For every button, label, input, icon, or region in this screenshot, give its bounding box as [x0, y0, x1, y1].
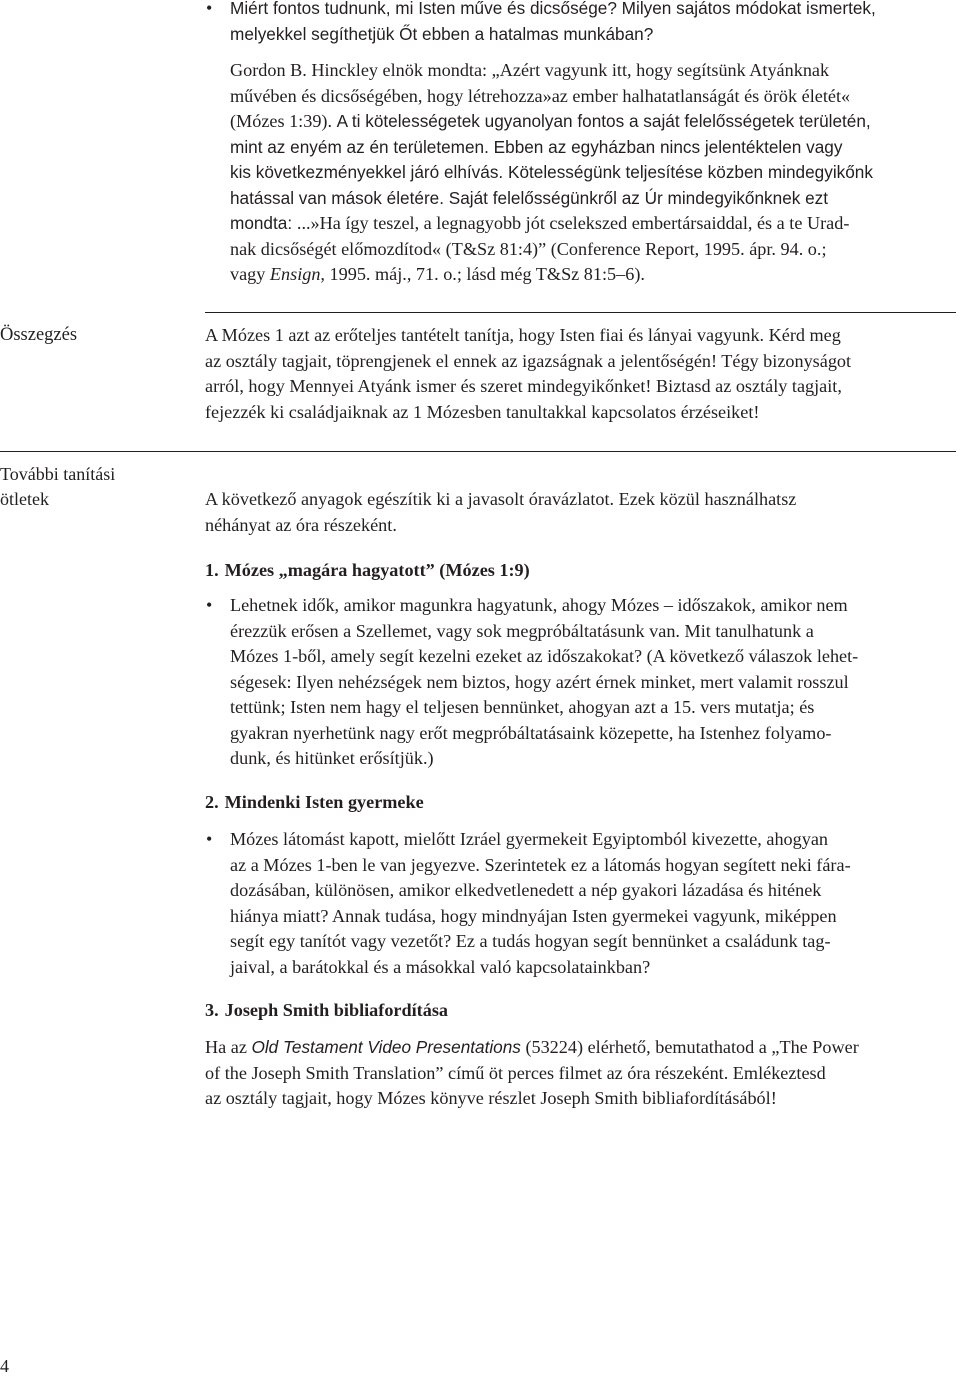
section-1-heading: [205, 558, 530, 583]
section-title: Mózes „magára hagyatott” (Mózes 1:9): [224, 560, 530, 580]
bullet-icon: •: [206, 829, 213, 849]
quote-line: művében és dicsőségében, hogy létrehozza»az ember halhatatlanságát és örök életét«: [230, 85, 851, 106]
paragraph-line: ségesek: Ilyen nehézségek nem biztos, hogy azért érnek minket, mert valamit rosszul: [230, 671, 849, 692]
video-title-italic: Old Testament Video Presentations: [251, 1037, 521, 1057]
summary-line: arról, hogy Mennyei Atyánk ismer és szeret mindegyikőnket! Biztasd az osztály tagjait,: [205, 376, 842, 396]
paragraph-line: Mózes látomást kapott, mielőtt Izráel gyermekeit Egyiptomból kivezette, ahogyan: [230, 829, 828, 849]
section-number: 1.: [205, 560, 219, 580]
section-title: Mindenki Isten gyermeke: [224, 792, 424, 812]
quote-text: vagy: [230, 264, 270, 284]
section-1-text: [230, 593, 858, 772]
bullet-icon: •: [206, 0, 213, 18]
paragraph-line: dunk, és hitünket erősítjük.): [230, 748, 434, 768]
quote-text: A ti kötelességetek ugyanolyan fontos a saját felelősségetek területén,: [336, 111, 871, 131]
further-ideas-intro: [205, 487, 953, 538]
paragraph-line: dozásában, különösen, amikor elkedvetlenedett a nép gyakori lázadása és hitének: [230, 880, 822, 900]
summary-line: fejezzék ki családjaiknak az 1 Mózesben tanultakkal kapcsolatos érzéseiket!: [205, 401, 760, 422]
section-divider: [0, 451, 956, 452]
section-title: Joseph Smith bibliafordítása: [224, 1000, 448, 1020]
paragraph-line: gyakran nyerhetünk nagy erőt megpróbáltatásaink közepette, ha Istenhez folyamo-: [230, 722, 832, 743]
section-3-text-run: Ha az: [205, 1037, 252, 1057]
section-3-text: [205, 1035, 953, 1112]
question-line: melyekkel segíthetjük Őt ebben a hatalmas munkában?: [230, 23, 654, 44]
page-number: 4: [0, 1356, 9, 1376]
quote-text: mondta:: [230, 213, 297, 233]
summary-label: Összegzés: [0, 325, 78, 345]
quote-line: nak dicsőségét előmozdítod« (T&Sz 81:4)” (Conference Report, 1995. ápr. 94. o.;: [230, 238, 827, 259]
section-2-bullet-item: [206, 827, 956, 980]
summary-line: A Mózes 1 azt az erőteljes tantételt tanítja, hogy Isten fiai és lányai vagyunk. Kérd meg: [205, 325, 841, 345]
paragraph-line: jaival, a barátokkal és a másokkal való kapcsolatainkban?: [230, 956, 651, 977]
section-3-line: az osztály tagjait, hogy Mózes könyve részlet Joseph Smith bibliafordításából!: [205, 1088, 777, 1108]
quote-line: Gordon B. Hinckley elnök mondta: „Azért vagyunk itt, hogy segítsünk Atyánknak: [230, 60, 830, 80]
quote-italic-text: Ensign,: [269, 264, 325, 284]
quote-text: ...»Ha így teszel, a legnagyobb jót cselekszed embertársaiddal, és a te Urad-: [296, 213, 850, 233]
section-2-heading: [205, 790, 424, 815]
summary-text: [205, 323, 953, 425]
paragraph-line: segít egy tanítót vagy vezetőt? Ez a tudás hogyan segít bennünket a családunk tag-: [230, 931, 831, 951]
question-line: Miért fontos tudnunk, mi Isten műve és dicsősége? Milyen sajátos módokat ismertek,: [230, 0, 876, 18]
question-bullet-item: [206, 0, 956, 47]
paragraph-line: az a Mózes 1-ben le van jegyezve. Szerintetek ez a látomás hogyan segített neki fára-: [230, 854, 851, 875]
further-ideas-label-line: További tanítási: [0, 464, 116, 484]
quote-text: (Mózes 1:39).: [230, 111, 337, 131]
paragraph-line: hiánya miatt? Annak tudása, hogy mindnyájan Isten gyermekei vagyunk, miképpen: [230, 905, 837, 926]
section-3-text-run: (53224) elérhető, bemutathatod a „The Power: [520, 1037, 859, 1057]
section-3-heading: [205, 998, 448, 1023]
section-number: 2.: [205, 792, 219, 812]
hinckley-quote: [230, 58, 956, 288]
section-number: 3.: [205, 1000, 219, 1020]
paragraph-line: Lehetnek idők, amikor magunkra hagyatunk, ahogy Mózes – időszakok, amikor nem: [230, 595, 848, 615]
intro-line: A következő anyagok egészítik ki a javasolt óravázlatot. Ezek közül használhatsz: [205, 489, 797, 509]
quote-line: mint az enyém az én területemen. Ebben az egyházban nincs jelentéktelen vagy: [230, 136, 843, 157]
quote-line: kis következményekkel járó elhívás. Kötelességünk teljesítése közben mindegyikőnk: [230, 162, 873, 182]
section-3-line: of the Joseph Smith Translation” című öt perces filmet az óra részeként. Emlékeztesd: [205, 1062, 826, 1083]
summary-line: az osztály tagjait, töprengjenek el ennek az igazságnak a jelentőségén! Tégy bizonyságot: [205, 350, 852, 371]
paragraph-line: tettünk; Isten nem hagy el teljesen bennünket, ahogyan azt a 15. vers mutatja; és: [230, 697, 815, 717]
paragraph-line: érezzük erősen a Szellemet, vagy sok megpróbáltatásunk van. Mit tanulhatunk a: [230, 620, 814, 641]
quote-text: 1995. máj., 71. o.; lásd még T&Sz 81:5–6).: [324, 264, 645, 284]
section-1-bullet-item: [206, 593, 956, 772]
paragraph-line: Mózes 1-ből, amely segít kezelni ezeket az időszakokat? (A következő válaszok lehet-: [230, 646, 859, 666]
further-ideas-label-line: ötletek: [0, 489, 49, 509]
bullet-icon: •: [206, 595, 213, 615]
intro-line: néhányat az óra részeként.: [205, 514, 397, 535]
further-ideas-label: [0, 462, 115, 512]
section-divider: [205, 312, 956, 313]
quote-line: hatással van mások életére. Saját felelősségünkről az Úr mindegyikőnknek ezt: [230, 187, 829, 208]
section-2-text: [230, 827, 851, 980]
